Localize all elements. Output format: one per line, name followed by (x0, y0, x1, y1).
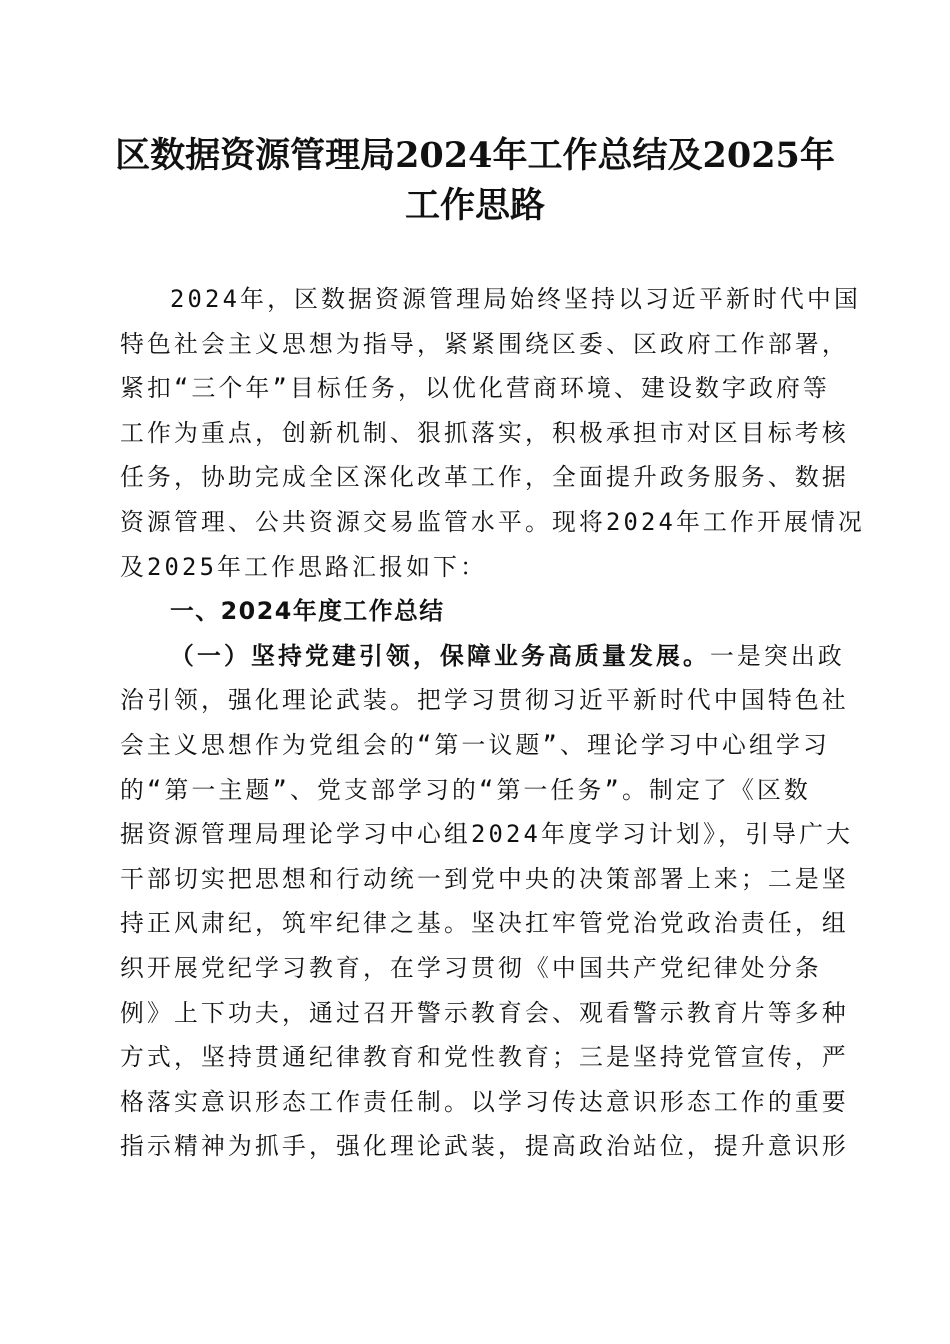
intro-line-7: 及2025年工作思路汇报如下： (120, 552, 488, 581)
document-body (120, 277, 866, 1169)
subsection-line-3: 的“第一主题”、党支部学习的“第一任务”。制定了《区数 (120, 775, 812, 804)
intro-line-6: 资源管理、公共资源交易监管水平。现将2024年工作开展情况 (120, 507, 866, 536)
document-title-line-1: 区数据资源管理局2024年工作总结及2025年 (115, 135, 835, 176)
subsection-line-5: 干部切实把思想和行动统一到党中央的决策部署上来；二是坚 (120, 864, 849, 893)
intro-line-1: 2024年，区数据资源管理局始终坚持以习近平新时代中国 (170, 285, 862, 313)
intro-line-3: 紧扣“三个年”目标任务，以优化营商环境、建设数字政府等 (120, 374, 830, 403)
subsection-line-9: 方式，坚持贯通纪律教育和党性教育；三是坚持党管宣传，严 (120, 1043, 849, 1072)
subsection-line-6: 持正风肃纪，筑牢纪律之基。坚决扛牢管党治党政治责任，组 (120, 909, 849, 938)
subsection-heading: （一）坚持党建引领，保障业务高质量发展。 (170, 641, 710, 670)
subsection-line-2: 会主义思想作为党组会的“第一议题”、理论学习中心组学习 (120, 730, 830, 759)
subsection-line-10: 格落实意识形态工作责任制。以学习传达意识形态工作的重要 (120, 1087, 849, 1116)
subsection-line-4: 据资源管理局理论学习中心组2024年度学习计划》，引导广大 (120, 820, 854, 849)
subsection-first-line-rest: 一是突出政 (709, 641, 845, 670)
document-title-line-2: 工作思路 (404, 185, 545, 226)
intro-line-4: 工作为重点，创新机制、狠抓落实，积极承担市对区目标考核 (120, 418, 849, 447)
intro-line-2: 特色社会主义思想为指导，紧紧围绕区委、区政府工作部署， (120, 329, 849, 358)
subsection-line-1: 治引领，强化理论武装。把学习贯彻习近平新时代中国特色社 (120, 686, 849, 715)
intro-line-5: 任务，协助完成全区深化改革工作，全面提升政务服务、数据 (120, 463, 849, 492)
section-heading: 一、2024年度工作总结 (170, 597, 445, 626)
subsection-first-line (120, 634, 845, 679)
subsection-line-11: 指示精神为抓手，强化理论武装，提高政治站位，提升意识形 (120, 1132, 849, 1161)
subsection-line-7: 织开展党纪学习教育，在学习贯彻《中国共产党纪律处分条 (120, 953, 822, 982)
subsection-line-8: 例》上下功夫，通过召开警示教育会、观看警示教育片等多种 (120, 998, 849, 1027)
